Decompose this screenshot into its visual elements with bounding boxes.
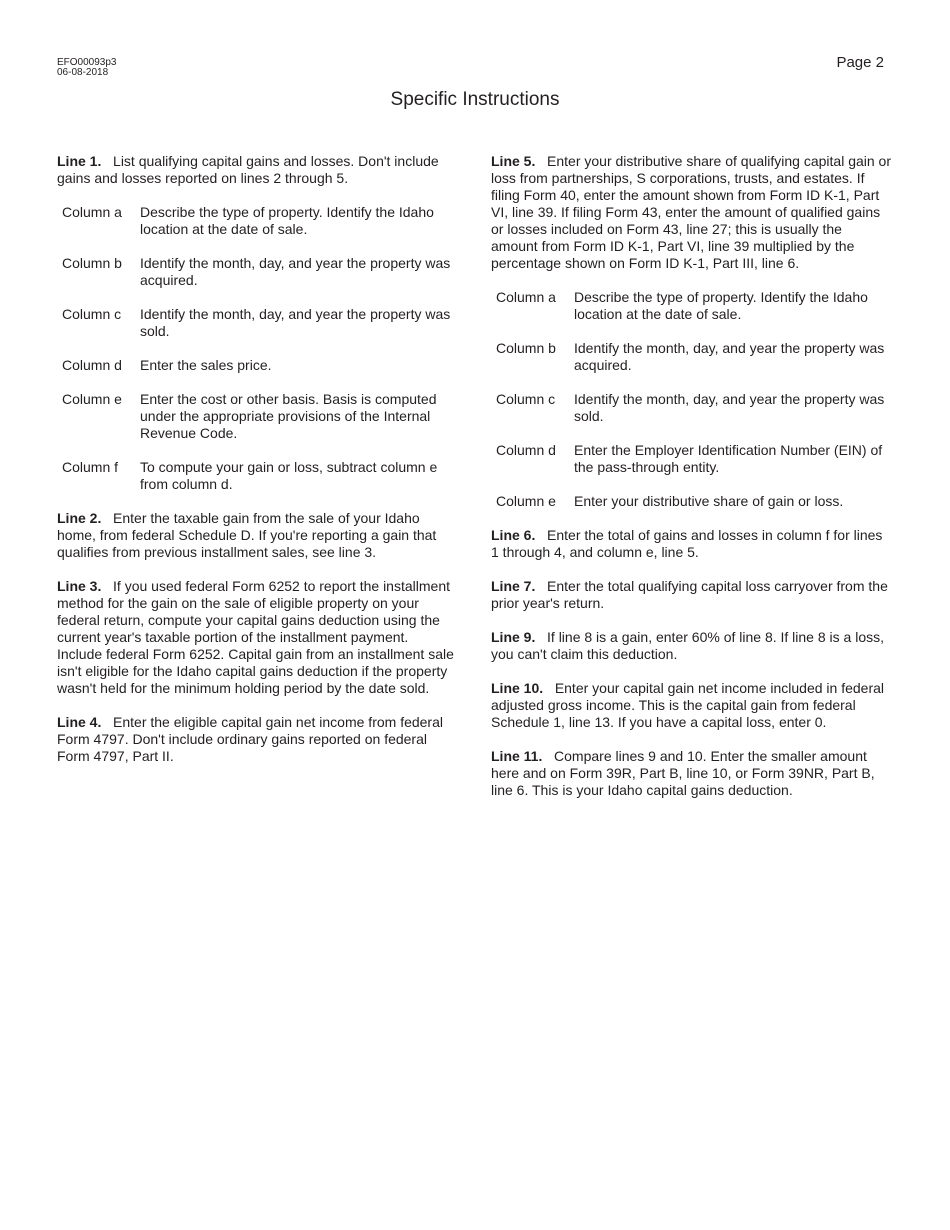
line-1-column-e <box>57 391 457 442</box>
line-5-column-a <box>491 289 891 323</box>
line-5-column-c <box>491 391 891 425</box>
line-1-text: List qualifying capital gains and losses. Don't include gains and losses reported on lines 2 through 5. <box>57 153 439 186</box>
column-label: Column c <box>496 391 556 407</box>
page-title: Specific Instructions <box>390 89 560 110</box>
line-5-instruction <box>491 153 891 272</box>
line-7-label: Line 7. <box>491 578 536 594</box>
line-1-instruction <box>57 153 457 187</box>
line-5-column-b <box>491 340 891 374</box>
form-number: EFO00093p3 <box>57 57 117 68</box>
line-4-instruction <box>57 714 457 765</box>
line-6-label: Line 6. <box>491 527 536 543</box>
line-6-instruction <box>491 527 891 561</box>
line-1-column-c <box>57 306 457 340</box>
line-7-text: Enter the total qualifying capital loss carryover from the prior year's return. <box>491 578 888 611</box>
column-text: Identify the month, day, and year the property was sold. <box>140 306 451 339</box>
line-5-column-e <box>491 493 891 510</box>
line-10-label: Line 10. <box>491 680 544 696</box>
line-5-label: Line 5. <box>491 153 536 169</box>
column-label: Column c <box>62 306 122 322</box>
line-7-instruction <box>491 578 891 612</box>
column-label: Column a <box>62 204 122 220</box>
column-text: Enter the sales price. <box>140 357 272 373</box>
line-9-label: Line 9. <box>491 629 536 645</box>
line-3-text: If you used federal Form 6252 to report the installment method for the gain on the sale of eligible property on your federal return, compute your capital gains deduction using the current year's taxable portion of the installment payment. Include federal Form 6252. Capital gain from an installment sale isn't eligible for the Idaho capital gains deduction if the property wasn't held for the minimum holding period by the date sold. <box>57 578 454 696</box>
form-identifier <box>57 58 117 78</box>
line-1-column-f <box>57 459 457 493</box>
column-label: Column d <box>496 442 556 458</box>
column-text: Describe the type of property. Identify the Idaho location at the date of sale. <box>140 204 434 237</box>
line-3-instruction <box>57 578 457 697</box>
page-number: Page 2 <box>836 54 884 71</box>
line-10-text: Enter your capital gain net income included in federal adjusted gross income. This is the capital gain from federal Schedule 1, line 13. If you have a capital loss, enter 0. <box>491 680 885 730</box>
column-text: Enter the Employer Identification Number (EIN) of the pass-through entity. <box>574 442 883 475</box>
form-revision-date: 06-08-2018 <box>57 67 109 78</box>
right-column <box>491 153 891 816</box>
line-4-text: Enter the eligible capital gain net income from federal Form 4797. Don't include ordinary gains reported on federal Form 4797, Part II. <box>57 714 443 764</box>
line-1-column-d <box>57 357 457 374</box>
line-2-instruction <box>57 510 457 561</box>
column-text: Enter your distributive share of gain or loss. <box>574 493 844 509</box>
line-4-label: Line 4. <box>57 714 102 730</box>
line-1-column-a <box>57 204 457 238</box>
column-label: Column b <box>496 340 556 356</box>
line-3-label: Line 3. <box>57 578 102 594</box>
column-label: Column d <box>62 357 122 373</box>
line-11-label: Line 11. <box>491 748 543 764</box>
column-text: Identify the month, day, and year the property was acquired. <box>140 255 451 288</box>
line-10-instruction <box>491 680 891 731</box>
column-text: To compute your gain or loss, subtract column e from column d. <box>140 459 438 492</box>
line-11-text: Compare lines 9 and 10. Enter the smaller amount here and on Form 39R, Part B, line 10, or Form 39NR, Part B, line 6. This is your Idaho capital gains deduction. <box>491 748 875 798</box>
line-5-text: Enter your distributive share of qualifying capital gain or loss from partnerships, S corporations, trusts, and estates. If filing Form 40, enter the amount shown from Form ID K-1, Part VI, line 39. If filing Form 43, enter the amount of qualified gains or losses included on Form 43, line 27; this is usually the amount from Form ID K-1, Part VI, line 39 multiplied by the percentage shown on Form ID K-1, Part III, line 6. <box>491 153 891 271</box>
column-text: Identify the month, day, and year the property was sold. <box>574 391 885 424</box>
line-6-text: Enter the total of gains and losses in column f for lines 1 through 4, and column e, line 5. <box>491 527 883 560</box>
line-5-column-d <box>491 442 891 476</box>
column-text: Enter the cost or other basis. Basis is computed under the appropriate provisions of the Internal Revenue Code. <box>140 391 437 441</box>
line-11-instruction <box>491 748 891 799</box>
line-2-text: Enter the taxable gain from the sale of your Idaho home, from federal Schedule D. If you're reporting a gain that qualifies from previous installment sales, see line 3. <box>57 510 437 560</box>
line-1-label: Line 1. <box>57 153 102 169</box>
line-2-label: Line 2. <box>57 510 102 526</box>
column-label: Column e <box>496 493 556 509</box>
line-9-text: If line 8 is a gain, enter 60% of line 8. If line 8 is a loss, you can't claim this deduction. <box>491 629 884 662</box>
column-label: Column b <box>62 255 122 271</box>
line-1-column-b <box>57 255 457 289</box>
line-9-instruction <box>491 629 891 663</box>
column-label: Column e <box>62 391 122 407</box>
column-text: Describe the type of property. Identify the Idaho location at the date of sale. <box>574 289 868 322</box>
column-label: Column a <box>496 289 556 305</box>
left-column <box>57 153 457 782</box>
column-text: Identify the month, day, and year the property was acquired. <box>574 340 885 373</box>
column-label: Column f <box>62 459 119 475</box>
